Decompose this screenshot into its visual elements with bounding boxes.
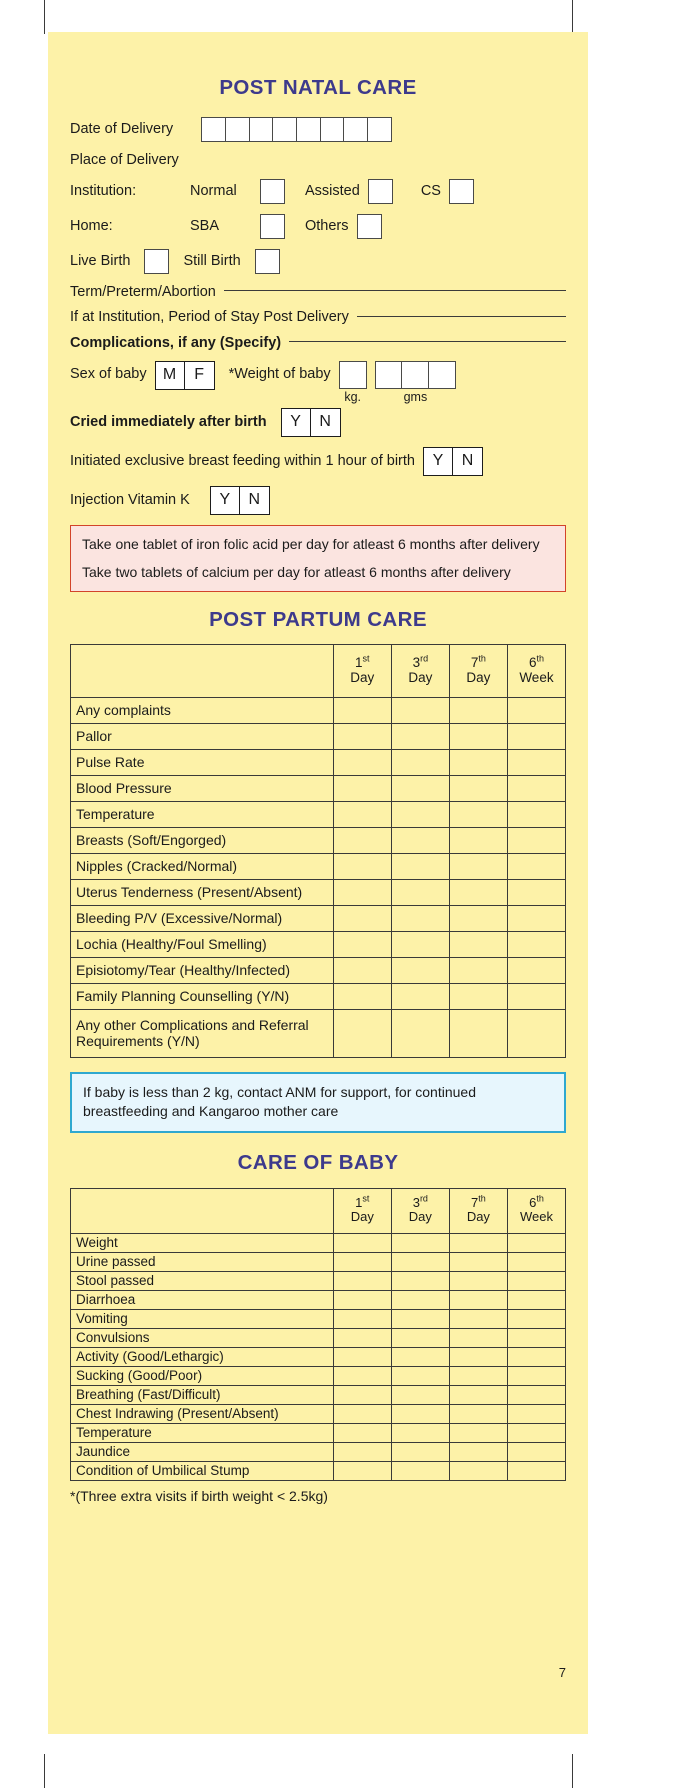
table-row: [71, 724, 566, 750]
breastfeeding-selector[interactable]: [423, 447, 483, 476]
home-label: Home:: [70, 217, 113, 234]
ppc-cell[interactable]: [333, 854, 391, 880]
cob-row-label: Breathing (Fast/Difficult): [71, 1385, 334, 1404]
ppc-cell[interactable]: [333, 776, 391, 802]
table-row: [71, 1309, 566, 1328]
table-row: [71, 1385, 566, 1404]
table-row: [71, 1442, 566, 1461]
post-partum-care-table: [70, 644, 566, 1058]
place-of-delivery-label: Place of Delivery: [70, 152, 179, 168]
vitamin-k-selector[interactable]: [210, 486, 270, 515]
cob-cell[interactable]: [507, 1404, 565, 1423]
table-row: [71, 1233, 566, 1252]
footnote: *(Three extra visits if birth weight < 2.5kg): [70, 1487, 328, 1504]
table-row: [71, 1252, 566, 1271]
sex-and-weight-row: [70, 361, 566, 404]
crop-mark-bottom-right: [572, 1754, 573, 1788]
ppc-cell[interactable]: [333, 880, 391, 906]
ppc-cell[interactable]: [391, 984, 449, 1010]
date-of-delivery-label: Date of Delivery: [70, 121, 174, 138]
cried-immediately-selector[interactable]: [281, 408, 341, 437]
ppc-cell[interactable]: [391, 906, 449, 932]
table-row: [71, 1461, 566, 1480]
complications-input[interactable]: [289, 341, 566, 342]
sex-of-baby-label: Sex of baby: [70, 365, 147, 382]
cob-cell[interactable]: [449, 1442, 507, 1461]
ppc-cell[interactable]: [391, 750, 449, 776]
ppc-cell[interactable]: [449, 698, 507, 724]
cob-cell[interactable]: [333, 1366, 391, 1385]
weight-kg-unit-label: kg.: [344, 389, 362, 404]
ppc-row-label: Lochia (Healthy/Foul Smelling): [71, 932, 334, 958]
period-of-stay-label: If at Institution, Period of Stay Post Delivery: [70, 309, 349, 326]
table-row: [71, 1347, 566, 1366]
crop-mark-bottom-left: [44, 1754, 45, 1788]
cob-cell[interactable]: [333, 1423, 391, 1442]
cried-option-yes[interactable]: Y: [282, 409, 311, 436]
cob-cell[interactable]: [449, 1233, 507, 1252]
ppc-cell[interactable]: [507, 906, 565, 932]
ppc-cell[interactable]: [391, 776, 449, 802]
weight-gms-box[interactable]: [375, 361, 403, 389]
cob-cell[interactable]: [391, 1252, 449, 1271]
cob-row-label: Stool passed: [71, 1271, 334, 1290]
ppc-cell[interactable]: [333, 828, 391, 854]
cob-cell[interactable]: [391, 1461, 449, 1480]
term-preterm-abortion-row: [70, 284, 566, 301]
cob-cell[interactable]: [391, 1233, 449, 1252]
cob-cell[interactable]: [507, 1290, 565, 1309]
ppc-cell[interactable]: [449, 880, 507, 906]
ppc-cell[interactable]: [391, 698, 449, 724]
ppc-cell[interactable]: [507, 932, 565, 958]
ppc-cell[interactable]: [449, 802, 507, 828]
ppc-cell[interactable]: [391, 958, 449, 984]
table-row: [71, 776, 566, 802]
cob-cell[interactable]: [507, 1442, 565, 1461]
ppc-row-label: Pallor: [71, 724, 334, 750]
cob-cell[interactable]: [391, 1271, 449, 1290]
cob-cell[interactable]: [507, 1328, 565, 1347]
cob-cell[interactable]: [449, 1461, 507, 1480]
weight-of-baby-label: *Weight of baby: [228, 365, 331, 382]
cob-cell[interactable]: [391, 1442, 449, 1461]
checkbox-still-birth[interactable]: [255, 249, 280, 274]
low-birth-weight-text: If baby is less than 2 kg, contact ANM for support, for continued breastfeeding and Kangaroo mother care: [83, 1084, 476, 1119]
low-birth-weight-note: [70, 1072, 566, 1132]
cob-cell[interactable]: [449, 1366, 507, 1385]
period-of-stay-input[interactable]: [357, 316, 566, 317]
ppc-cell[interactable]: [391, 1010, 449, 1058]
ppc-cell[interactable]: [449, 828, 507, 854]
option-others-label: Others: [305, 217, 349, 234]
sex-option-f[interactable]: F: [194, 365, 204, 383]
ppc-cell[interactable]: [449, 958, 507, 984]
ppc-cell[interactable]: [333, 984, 391, 1010]
cob-cell[interactable]: [333, 1271, 391, 1290]
cob-cell[interactable]: [449, 1347, 507, 1366]
cob-cell[interactable]: [507, 1271, 565, 1290]
table-header-row: [71, 645, 566, 698]
table-row: [71, 1404, 566, 1423]
weight-kg-box[interactable]: [339, 361, 367, 389]
cob-cell[interactable]: [449, 1290, 507, 1309]
ppc-cell[interactable]: [449, 906, 507, 932]
ppc-cell[interactable]: [333, 750, 391, 776]
date-box[interactable]: [249, 117, 274, 142]
date-box[interactable]: [201, 117, 226, 142]
cob-header-blank: [71, 1188, 334, 1233]
table-row: [71, 906, 566, 932]
ppc-cell[interactable]: [507, 698, 565, 724]
cob-row-label: Chest Indrawing (Present/Absent): [71, 1404, 334, 1423]
breastfeeding-option-no[interactable]: N: [461, 452, 474, 470]
cob-row-label: Jaundice: [71, 1442, 334, 1461]
cried-immediately-row: [70, 408, 566, 437]
cob-cell[interactable]: [333, 1290, 391, 1309]
checkbox-sba[interactable]: [260, 214, 285, 239]
table-row: [71, 1366, 566, 1385]
ppc-row-label: Family Planning Counselling (Y/N): [71, 984, 334, 1010]
ppc-cell[interactable]: [449, 932, 507, 958]
table-row: [71, 1010, 566, 1058]
table-row: [71, 828, 566, 854]
form-page: [48, 32, 588, 1734]
option-sba-label: SBA: [190, 217, 220, 234]
checkbox-live-birth[interactable]: [144, 249, 169, 274]
cob-row-label: Diarrhoea: [71, 1290, 334, 1309]
date-box[interactable]: [225, 117, 250, 142]
table-row: [71, 698, 566, 724]
cob-cell[interactable]: [333, 1385, 391, 1404]
term-preterm-abortion-input[interactable]: [224, 290, 566, 291]
ppc-cell[interactable]: [507, 984, 565, 1010]
care-of-baby-table: [70, 1188, 566, 1481]
vitamin-k-option-no[interactable]: N: [248, 491, 261, 509]
cob-cell[interactable]: [507, 1309, 565, 1328]
date-box[interactable]: [367, 117, 392, 142]
ppc-cell[interactable]: [333, 802, 391, 828]
home-row: [70, 214, 566, 239]
ppc-row-label: Pulse Rate: [71, 750, 334, 776]
cob-cell[interactable]: [449, 1385, 507, 1404]
ppc-cell[interactable]: [507, 828, 565, 854]
page-number: 7: [558, 1665, 566, 1680]
ppc-cell[interactable]: [391, 854, 449, 880]
weight-gms-unit-label: gms: [403, 389, 428, 404]
cob-cell[interactable]: [391, 1366, 449, 1385]
ppc-cell[interactable]: [507, 750, 565, 776]
ppc-row-label: Nipples (Cracked/Normal): [71, 854, 334, 880]
table-row: [71, 958, 566, 984]
ppc-row-label: Any complaints: [71, 698, 334, 724]
ppc-cell[interactable]: [391, 880, 449, 906]
cob-cell[interactable]: [333, 1233, 391, 1252]
cob-cell[interactable]: [391, 1385, 449, 1404]
ppc-cell[interactable]: [449, 854, 507, 880]
sex-option-m[interactable]: M: [156, 362, 185, 389]
ppc-cell[interactable]: [449, 724, 507, 750]
option-cs-label: CS: [420, 182, 441, 199]
period-of-stay-row: [70, 309, 566, 326]
cob-cell[interactable]: [449, 1404, 507, 1423]
cob-cell[interactable]: [333, 1328, 391, 1347]
date-box[interactable]: [272, 117, 297, 142]
cob-cell[interactable]: [333, 1404, 391, 1423]
cob-row-label: Vomiting: [71, 1309, 334, 1328]
ppc-row-label: Blood Pressure: [71, 776, 334, 802]
ppc-cell[interactable]: [449, 750, 507, 776]
cob-row-label: Condition of Umbilical Stump: [71, 1461, 334, 1480]
breastfeeding-option-yes[interactable]: Y: [424, 448, 453, 475]
table-row: [71, 854, 566, 880]
table-row: [71, 802, 566, 828]
advice-line-calcium: Take two tablets of calcium per day for atleast 6 months after delivery: [82, 563, 511, 580]
weight-gms-box[interactable]: [428, 361, 456, 389]
table-header-row: [71, 1188, 566, 1233]
table-row: [71, 1328, 566, 1347]
ppc-cell[interactable]: [391, 802, 449, 828]
care-of-baby-title: CARE OF BABY: [237, 1150, 399, 1174]
cried-immediately-label: Cried immediately after birth: [70, 414, 267, 431]
sex-of-baby-selector[interactable]: [155, 361, 215, 390]
cob-header-week-6: 6th Week: [507, 1188, 565, 1233]
vitamin-k-row: [70, 486, 566, 515]
post-partum-care-title: POST PARTUM CARE: [209, 608, 427, 632]
table-row: [71, 880, 566, 906]
birth-type-row: [70, 249, 566, 274]
ppc-cell[interactable]: [449, 984, 507, 1010]
weight-kg-group: [339, 361, 367, 404]
still-birth-label: Still Birth: [183, 252, 241, 269]
cob-row-label: Weight: [71, 1233, 334, 1252]
weight-gms-box[interactable]: [401, 361, 429, 389]
term-preterm-abortion-label: Term/Preterm/Abortion: [70, 283, 216, 300]
table-row: [71, 984, 566, 1010]
ppc-cell[interactable]: [507, 802, 565, 828]
cob-cell[interactable]: [333, 1347, 391, 1366]
cried-option-no[interactable]: N: [319, 413, 331, 431]
ppc-cell[interactable]: [449, 1010, 507, 1058]
table-row: [71, 1271, 566, 1290]
checkbox-assisted[interactable]: [368, 179, 393, 204]
advice-line-iron: Take one tablet of iron folic acid per day for atleast 6 months after delivery: [82, 536, 540, 553]
ppc-cell[interactable]: [333, 1010, 391, 1058]
ppc-cell[interactable]: [507, 958, 565, 984]
ppc-cell[interactable]: [391, 828, 449, 854]
checkbox-others[interactable]: [357, 214, 382, 239]
ppc-cell[interactable]: [391, 932, 449, 958]
ppc-cell[interactable]: [507, 776, 565, 802]
cob-cell[interactable]: [391, 1423, 449, 1442]
cob-cell[interactable]: [449, 1328, 507, 1347]
cob-cell[interactable]: [507, 1233, 565, 1252]
ppc-cell[interactable]: [391, 724, 449, 750]
ppc-cell[interactable]: [333, 932, 391, 958]
cob-cell[interactable]: [449, 1252, 507, 1271]
cob-cell[interactable]: [333, 1252, 391, 1271]
ppc-header-day-3: 3rd Day: [391, 645, 449, 698]
cob-cell[interactable]: [333, 1309, 391, 1328]
ppc-row-label: Uterus Tenderness (Present/Absent): [71, 880, 334, 906]
ppc-row-label: Bleeding P/V (Excessive/Normal): [71, 906, 334, 932]
cob-cell[interactable]: [507, 1385, 565, 1404]
checkbox-normal[interactable]: [260, 179, 285, 204]
ppc-header-day-1: 1st Day: [333, 645, 391, 698]
cob-cell[interactable]: [333, 1461, 391, 1480]
date-box[interactable]: [296, 117, 321, 142]
place-of-delivery-row: [70, 152, 566, 169]
table-row: [71, 932, 566, 958]
ppc-cell[interactable]: [333, 906, 391, 932]
institution-row: [70, 179, 566, 204]
ppc-row-label: Breasts (Soft/Engorged): [71, 828, 334, 854]
ppc-row-label: Temperature: [71, 802, 334, 828]
ppc-header-day-7: 7th Day: [449, 645, 507, 698]
cob-cell[interactable]: [391, 1290, 449, 1309]
cob-row-label: Convulsions: [71, 1328, 334, 1347]
cob-cell[interactable]: [507, 1252, 565, 1271]
cob-cell[interactable]: [391, 1347, 449, 1366]
cob-cell[interactable]: [391, 1309, 449, 1328]
crop-mark-top-left: [44, 0, 45, 34]
iron-calcium-advice-note: [70, 525, 566, 592]
table-row: [71, 750, 566, 776]
ppc-row-label: Episiotomy/Tear (Healthy/Infected): [71, 958, 334, 984]
cob-row-label: Temperature: [71, 1423, 334, 1442]
breastfeeding-label: Initiated exclusive breast feeding within 1 hour of birth: [70, 453, 415, 470]
table-row: [71, 1423, 566, 1442]
cob-cell[interactable]: [449, 1271, 507, 1290]
ppc-cell[interactable]: [333, 724, 391, 750]
cob-cell[interactable]: [507, 1423, 565, 1442]
page-title: POST NATAL CARE: [219, 76, 417, 99]
ppc-cell[interactable]: [333, 698, 391, 724]
vitamin-k-option-yes[interactable]: Y: [211, 487, 240, 514]
breastfeeding-row: [70, 447, 566, 476]
cob-cell[interactable]: [333, 1442, 391, 1461]
ppc-row-label: Any other Complications and Referral Requirements (Y/N): [71, 1010, 334, 1058]
ppc-cell[interactable]: [507, 880, 565, 906]
weight-gms-group: [375, 361, 456, 404]
cob-cell[interactable]: [449, 1309, 507, 1328]
date-of-delivery-row: [70, 117, 566, 142]
option-normal-label: Normal: [190, 182, 237, 199]
checkbox-cs[interactable]: [449, 179, 474, 204]
date-box[interactable]: [343, 117, 368, 142]
ppc-cell[interactable]: [333, 958, 391, 984]
cob-header-day-7: 7th Day: [449, 1188, 507, 1233]
cob-header-day-3: 3rd Day: [391, 1188, 449, 1233]
ppc-header-blank: [71, 645, 334, 698]
ppc-cell[interactable]: [449, 776, 507, 802]
cob-cell[interactable]: [507, 1347, 565, 1366]
cob-cell[interactable]: [507, 1461, 565, 1480]
cob-cell[interactable]: [449, 1423, 507, 1442]
cob-cell[interactable]: [391, 1404, 449, 1423]
cob-cell[interactable]: [391, 1328, 449, 1347]
cob-header-day-1: 1st Day: [333, 1188, 391, 1233]
ppc-header-week-6: 6th Week: [507, 645, 565, 698]
vitamin-k-label: Injection Vitamin K: [70, 492, 190, 509]
complications-row: [70, 335, 566, 352]
complications-label: Complications, if any (Specify): [70, 335, 282, 352]
cob-cell[interactable]: [507, 1366, 565, 1385]
institution-label: Institution:: [70, 182, 137, 199]
date-of-delivery-input[interactable]: [201, 117, 392, 142]
ppc-cell[interactable]: [507, 1010, 565, 1058]
date-box[interactable]: [320, 117, 345, 142]
option-assisted-label: Assisted: [305, 182, 360, 199]
cob-row-label: Sucking (Good/Poor): [71, 1366, 334, 1385]
ppc-cell[interactable]: [507, 724, 565, 750]
ppc-cell[interactable]: [507, 854, 565, 880]
live-birth-label: Live Birth: [70, 252, 131, 269]
table-row: [71, 1290, 566, 1309]
cob-row-label: Urine passed: [71, 1252, 334, 1271]
crop-mark-top-right: [572, 0, 573, 34]
cob-row-label: Activity (Good/Lethargic): [71, 1347, 334, 1366]
